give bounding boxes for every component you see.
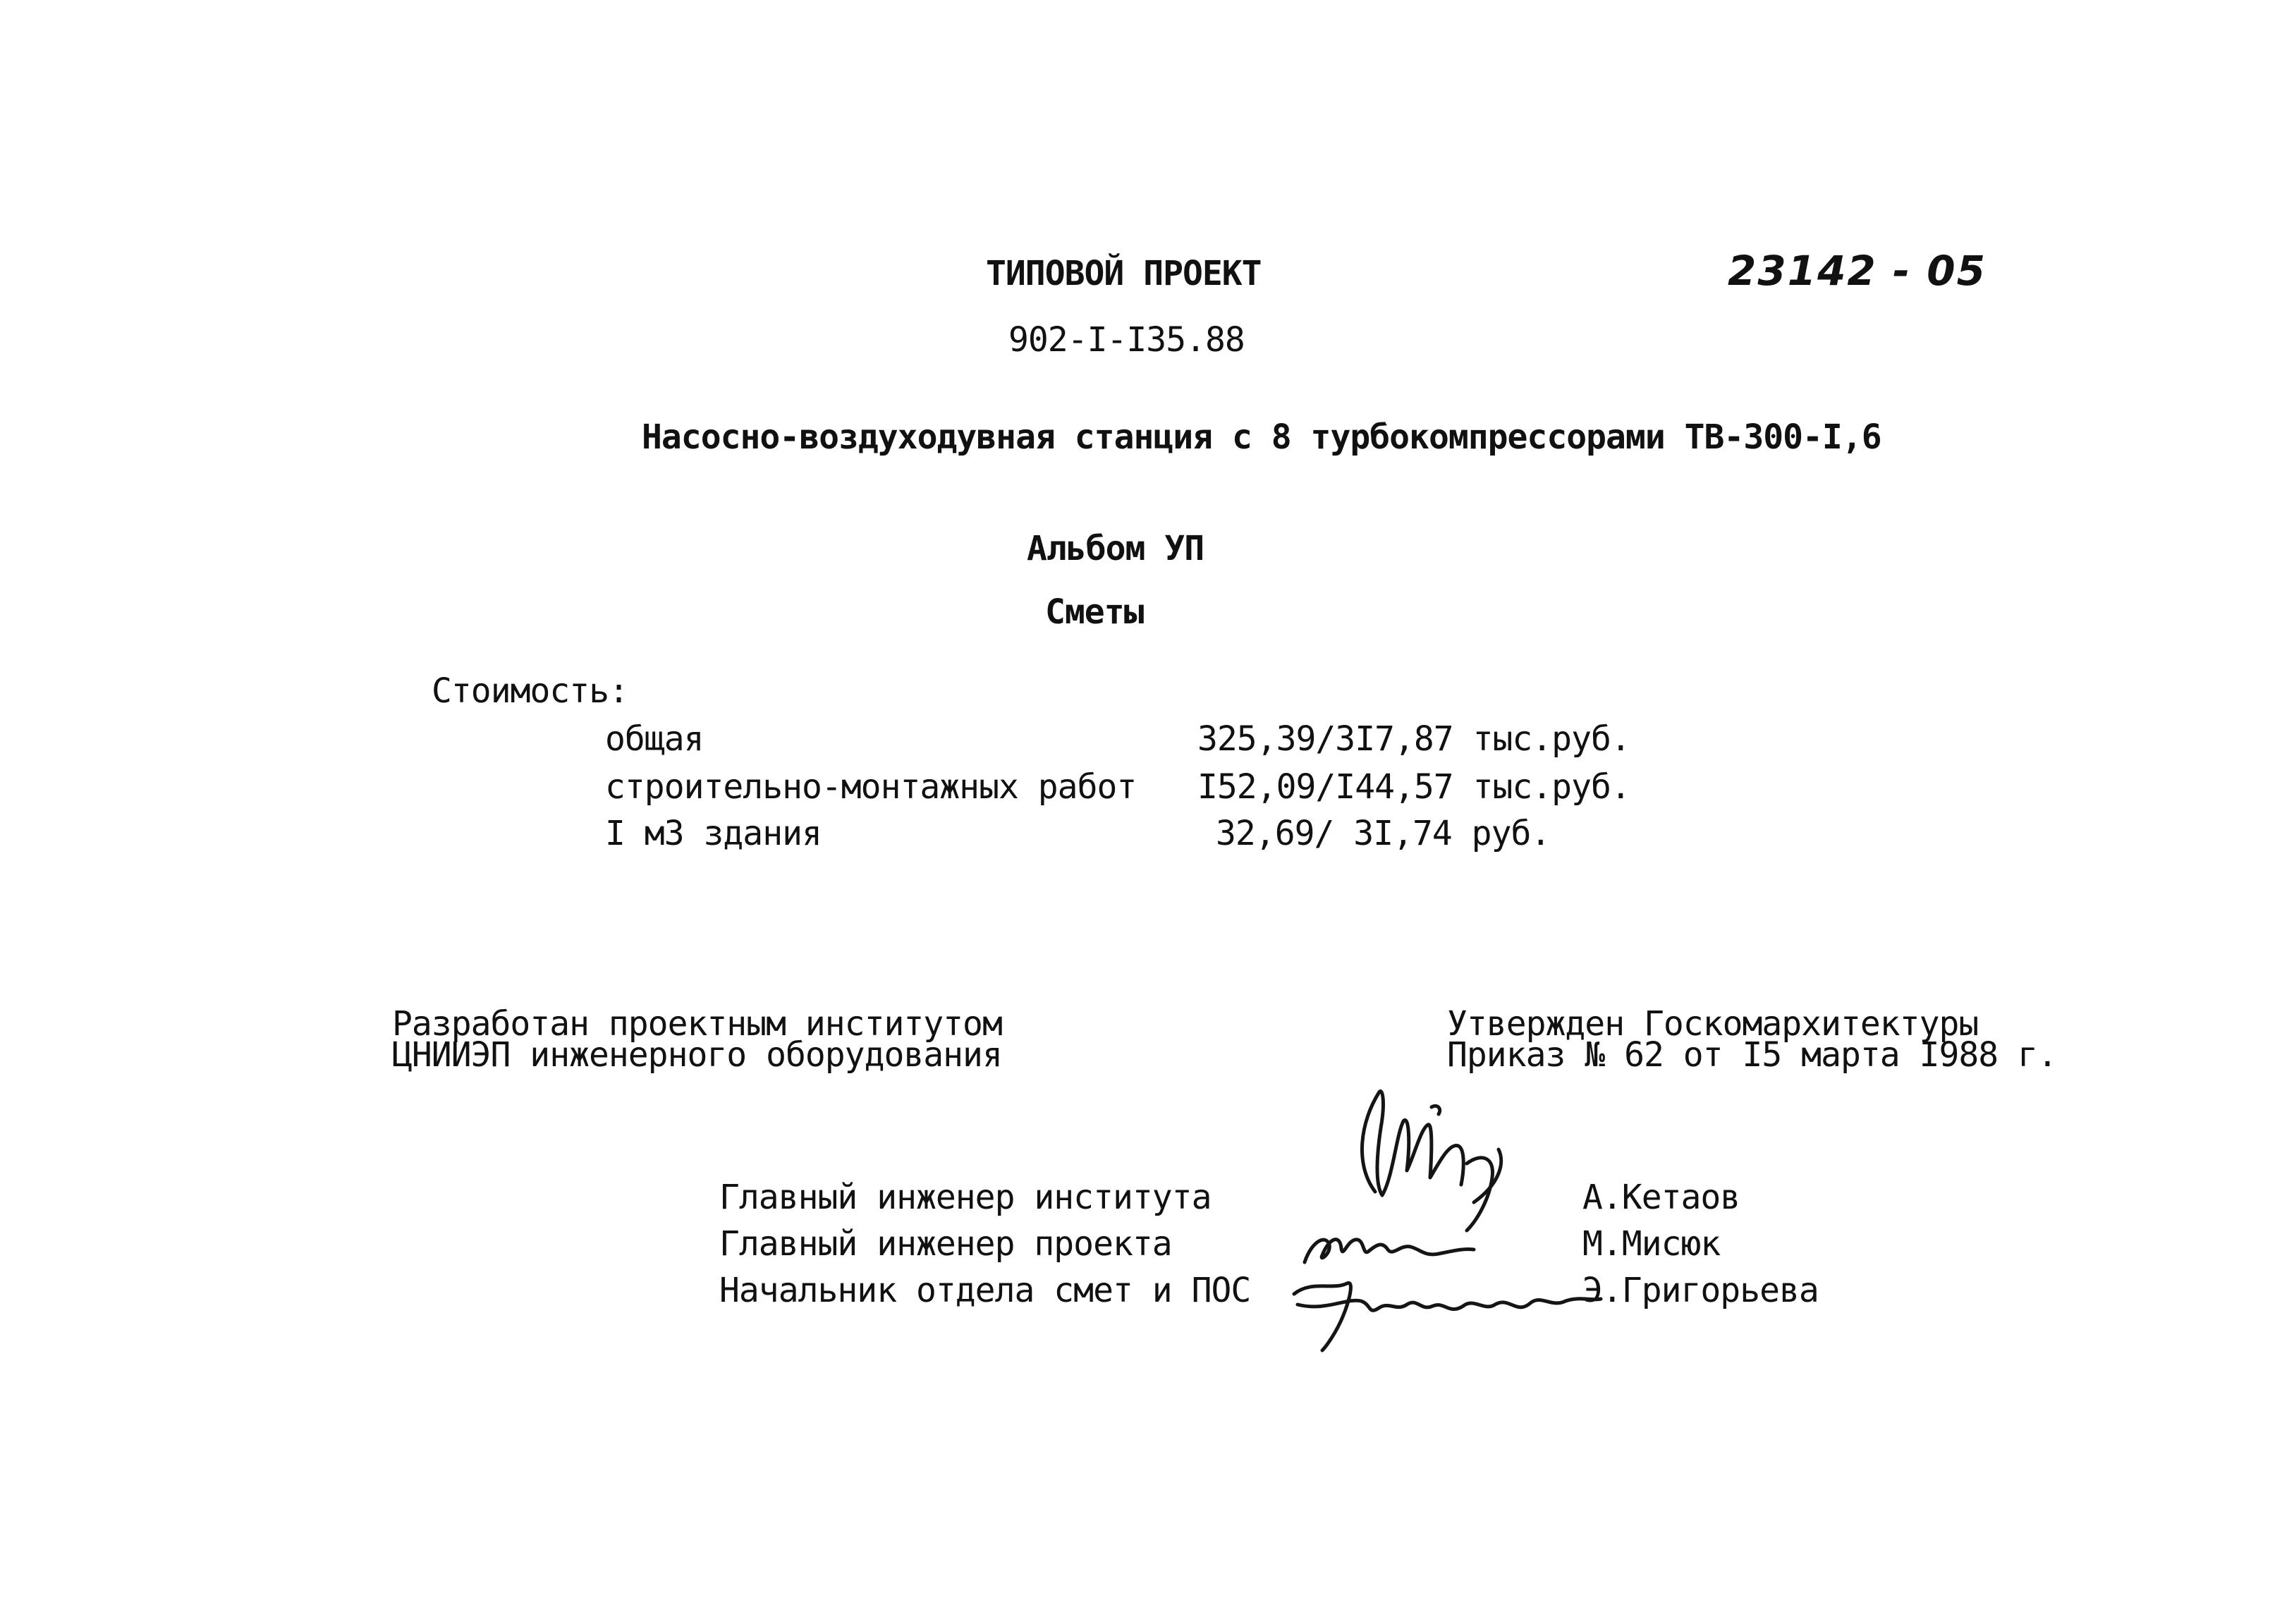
signatory-name-1: А.Кетаов: [1582, 1178, 1740, 1217]
doc-type-heading: ТИПОВОЙ ПРОЕКТ: [986, 254, 1262, 293]
signatory-position-3: Начальник отдела смет и ПОС: [719, 1271, 1251, 1310]
project-number: 902-I-I35.88: [1008, 320, 1245, 360]
signatory-name-2: М.Мисюк: [1582, 1224, 1721, 1264]
cost-value-per-m3: 32,69/ 3I,74 руб.: [1216, 814, 1551, 853]
cost-label-total: общая: [605, 719, 704, 759]
cost-heading: Стоимость:: [432, 671, 628, 711]
cost-value-construction: I52,09/I44,57 тыс.руб.: [1197, 767, 1630, 807]
signatory-position-1: Главный инженер института: [719, 1178, 1212, 1217]
signature-head-of-estimates: [1283, 1262, 1608, 1354]
cost-label-construction: строительно-монтажных работ: [605, 767, 1137, 807]
signatory-name-3: Э.Григорьева: [1582, 1271, 1819, 1310]
inventory-number-handwritten: 23142 - 05: [1728, 247, 1987, 295]
developer-line-2: ЦНИИЭП инженерного оборудования: [392, 1035, 1002, 1075]
cost-label-per-m3: I м3 здания: [605, 814, 822, 853]
project-title: Насосно-воздуходувная станция с 8 турбокомпрессорами ТВ-300-I,6: [642, 417, 1881, 457]
approval-line-2: Приказ № 62 от I5 марта I988 г.: [1447, 1035, 2057, 1075]
signatory-position-2: Главный инженер проекта: [719, 1224, 1172, 1264]
album-label: Альбом УП: [1027, 529, 1204, 568]
album-subtitle: Сметы: [1045, 592, 1144, 632]
approval-line-1: Утвержден Госкомархитектуры: [1447, 1004, 1979, 1044]
cost-value-total: 325,39/3I7,87 тыс.руб.: [1197, 719, 1630, 759]
developer-line-1: Разработан проектным институтом: [392, 1004, 1002, 1044]
